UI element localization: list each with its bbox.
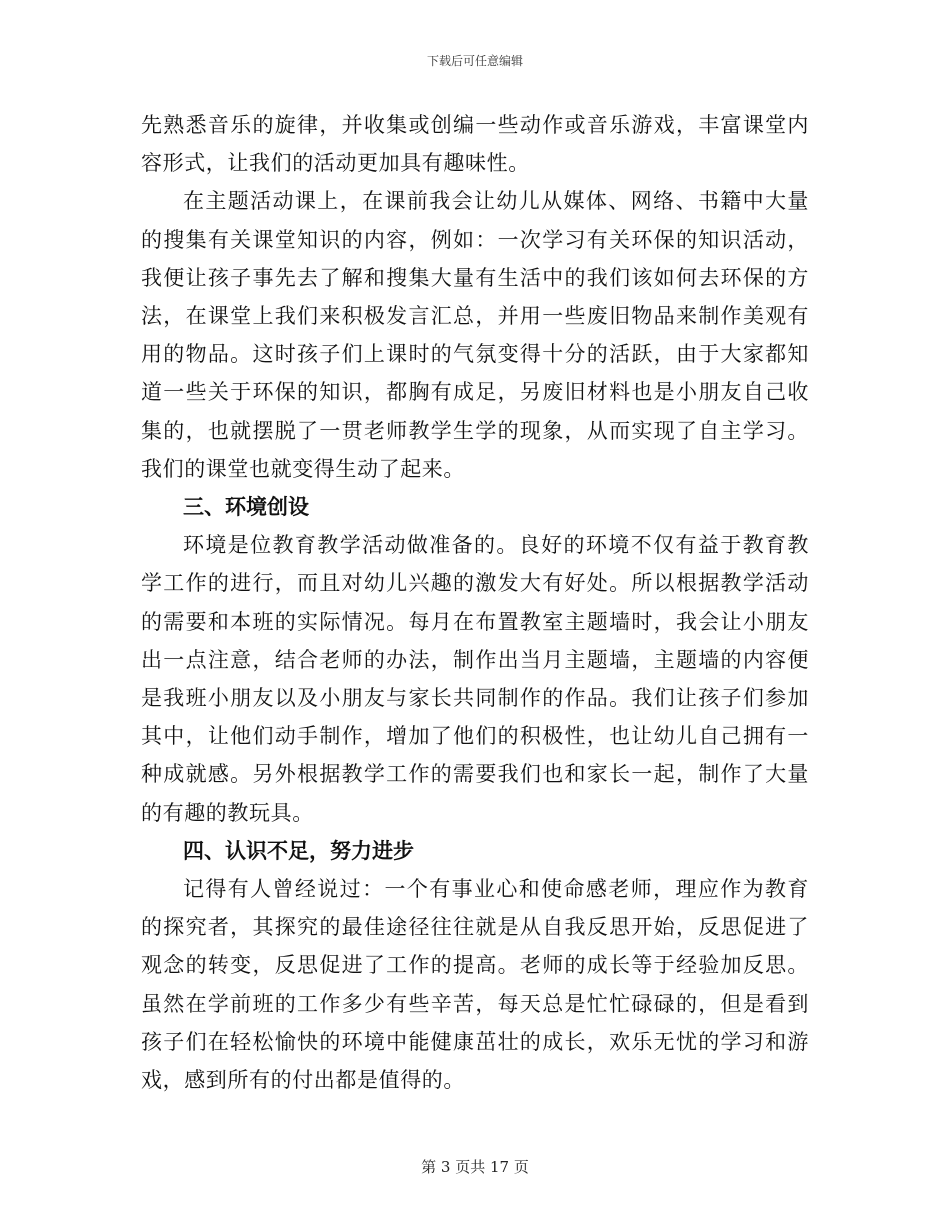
document-body — [141, 106, 809, 1099]
page-header: 下载后可任意编辑 — [426, 54, 523, 68]
paragraph-theme-activity: 在主题活动课上，在课前我会让幼儿从媒体、网络、书籍中大量的搜集有关课堂知识的内容，例如：一次学习有关环保的知识活动，我便让孩子事先去了解和搜集大量有生活中的我们该如何去环保的方法，在课堂上我们来积极发言汇总，并用一些废旧物品来制作美观有用的物品。这时孩子们上课时的气氛变得十分的活跃，由于大家都知道一些关于环保的知识，都胸有成足，另废旧材料也是小朋友自己收集的，也就摆脱了一贯老师教学生学的现象，从而实现了自主学习。我们的课堂也就变得生动了起来。 — [141, 189, 809, 481]
paragraph-environment: 环境是位教育教学活动做准备的。良好的环境不仅有益于教育教学工作的进行，而且对幼儿兴趣的激发大有好处。所以根据教学活动的需要和本班的实际情况。每月在布置教室主题墙时，我会让小朋友出一点注意，结合老师的办法，制作出当月主题墙，主题墙的内容便是我班小朋友以及小朋友与家长共同制作的作品。我们让孩子们参加其中，让他们动手制作，增加了他们的积极性，也让幼儿自己拥有一种成就感。另外根据教学工作的需要我们也和家长一起，制作了大量的有趣的教玩具。 — [141, 533, 809, 825]
section-heading-environment: 三、环境创设 — [183, 495, 309, 520]
page-number: 第 3 页共 17 页 — [421, 1158, 529, 1176]
section-heading-shortcomings: 四、认识不足，努力进步 — [183, 838, 414, 863]
paragraph-continuation: 先熟悉音乐的旋律，并收集或创编一些动作或音乐游戏，丰富课堂内容形式，让我们的活动更加具有趣味性。 — [141, 113, 809, 176]
paragraph-reflection: 记得有人曾经说过：一个有事业心和使命感老师，理应作为教育的探究者，其探究的最佳途径往往就是从自我反思开始，反思促进了观念的转变，反思促进了工作的提高。老师的成长等于经验加反思。虽然在学前班的工作多少有些辛苦，每天总是忙忙碌碌的，但是看到孩子们在轻松愉快的环境中能健康茁壮的成长，欢乐无忧的学习和游戏，感到所有的付出都是值得的。 — [141, 877, 809, 1093]
